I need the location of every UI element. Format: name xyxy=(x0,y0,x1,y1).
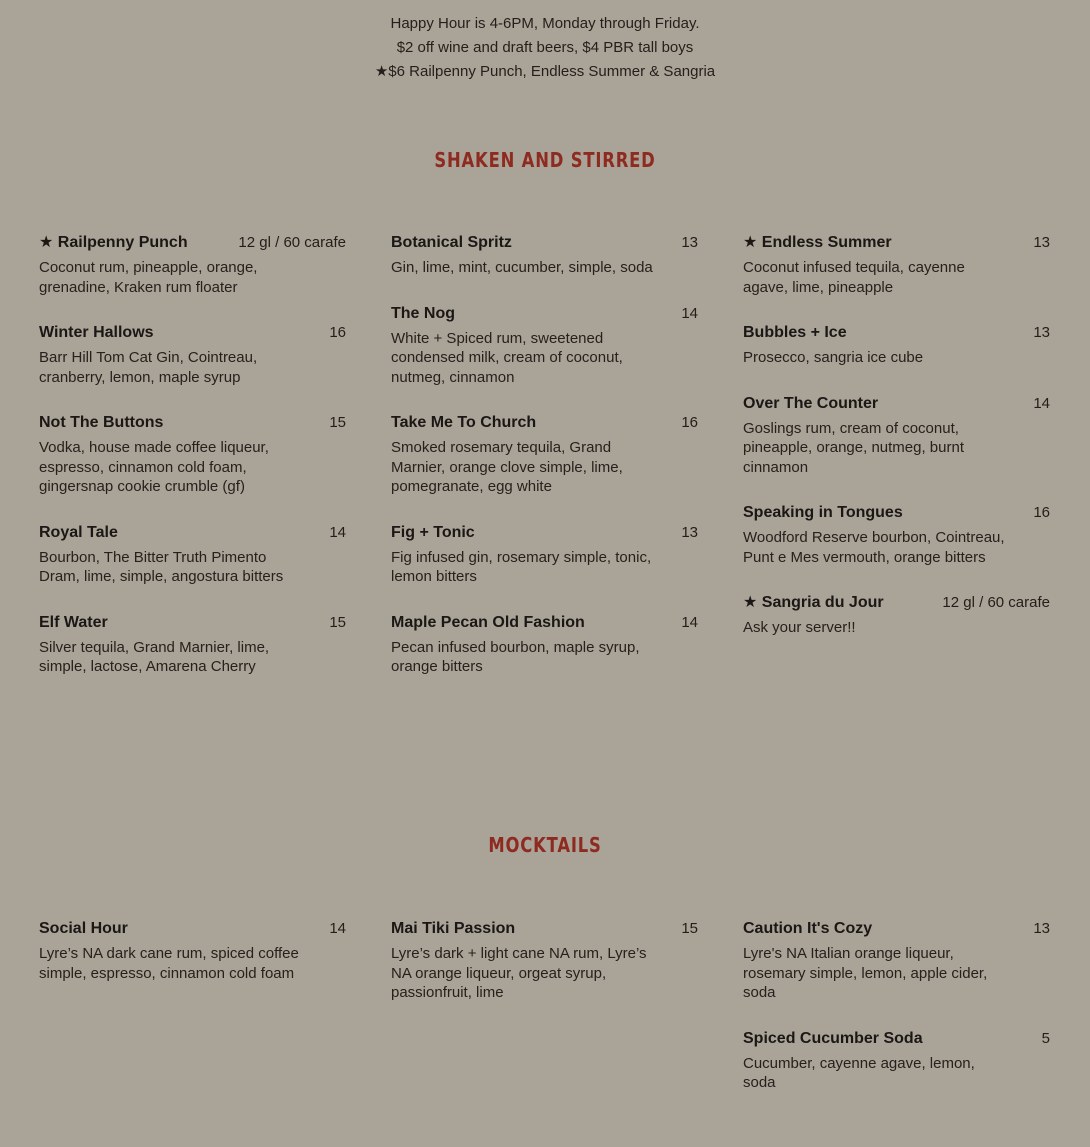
menu-item-description: Ask your server!! xyxy=(743,619,856,636)
menu-item-name: Mai Tiki Passion xyxy=(391,920,516,937)
menu-item xyxy=(39,919,346,983)
menu-item-description: Lyre’s dark + light cane NA rum, Lyre’s NA orange liqueur, orgeat syrup, passionfruit, lime xyxy=(391,945,647,1001)
menu-item-name: Speaking in Tongues xyxy=(743,504,903,521)
menu-item-name: Bubbles + Ice xyxy=(743,324,847,341)
menu-item-name: The Nog xyxy=(391,304,455,322)
menu-item-name: Botanical Spritz xyxy=(391,234,512,251)
menu-item-name: Spiced Cucumber Soda xyxy=(743,1029,923,1047)
menu-item-price: 12 gl / 60 carafe xyxy=(942,594,1050,611)
menu-item-price: 14 xyxy=(681,304,698,322)
section-title-shaken-and-stirred: SHAKEN AND STIRRED xyxy=(434,148,656,172)
menu-column xyxy=(391,919,698,1119)
menu-item-header xyxy=(743,919,1050,939)
menu-item-name: Over The Counter xyxy=(743,394,879,412)
menu-item-header xyxy=(743,1029,1050,1049)
menu-item-name: Fig + Tonic xyxy=(391,523,475,541)
menu-item xyxy=(39,233,346,297)
menu-item xyxy=(39,613,346,677)
menu-item-header xyxy=(39,523,346,543)
menu-item-price: 13 xyxy=(1033,920,1050,937)
menu-item-name: Maple Pecan Old Fashion xyxy=(391,613,585,631)
menu-item-price: 14 xyxy=(1033,394,1050,412)
happy-hour-line: $2 off wine and draft beers, $4 PBR tall boys xyxy=(396,39,694,56)
menu-item-header xyxy=(391,523,698,543)
happy-hour-info xyxy=(0,12,1090,84)
menu-item xyxy=(743,394,1050,478)
menu-column xyxy=(391,233,698,703)
menu-item-header xyxy=(39,233,346,253)
menu-item-description: Pecan infused bourbon, maple syrup, orange bitters xyxy=(391,638,640,675)
cocktail-grid xyxy=(39,233,1051,703)
menu-item-header xyxy=(743,233,1050,253)
menu-item-header xyxy=(743,503,1050,523)
menu-item xyxy=(391,523,698,587)
menu-item-description: White + Spiced rum, sweetened condensed milk, cream of coconut, nutmeg, cinnamon xyxy=(391,329,623,386)
menu-item xyxy=(39,413,346,497)
menu-item-description: Vodka, house made coffee liqueur, espresso, cinnamon cold foam, gingersnap cookie crumble (gf) xyxy=(39,439,269,495)
mocktail-grid xyxy=(39,919,1051,1119)
menu-item xyxy=(391,919,698,1003)
menu-item-header xyxy=(391,304,698,324)
menu-item-price: 16 xyxy=(681,414,698,431)
menu-item-price: 13 xyxy=(1033,234,1050,251)
menu-item-price: 15 xyxy=(681,920,698,937)
menu-item-description: Lyre’s NA dark cane rum, spiced coffee simple, espresso, cinnamon cold foam xyxy=(39,945,299,982)
menu-item-description: Prosecco, sangria ice cube xyxy=(743,349,924,366)
menu-column xyxy=(743,233,1050,703)
menu-item-price: 13 xyxy=(681,234,698,251)
menu-item-name: ★ Railpenny Punch xyxy=(39,234,188,251)
menu-item-description: Woodford Reserve bourbon, Cointreau, Punt e Mes vermouth, orange bitters xyxy=(743,529,1005,566)
menu-item-name: Social Hour xyxy=(39,920,128,937)
menu-item-name: Royal Tale xyxy=(39,523,118,541)
happy-hour-line: ★$6 Railpenny Punch, Endless Summer & Sangria xyxy=(374,63,716,80)
menu-item-header xyxy=(39,413,346,433)
menu-item-price: 16 xyxy=(1033,504,1050,521)
menu-item-header xyxy=(39,919,346,939)
menu-item-description: Gin, lime, mint, cucumber, simple, soda xyxy=(391,259,653,276)
menu-item xyxy=(743,323,1050,368)
menu-item-name: Not The Buttons xyxy=(39,414,164,431)
menu-item-price: 14 xyxy=(681,613,698,631)
menu-item-description: Lyre's NA Italian orange liqueur, rosemary simple, lemon, apple cider, soda xyxy=(743,945,988,1001)
menu-item-description: Cucumber, cayenne agave, lemon, soda xyxy=(743,1054,975,1091)
menu-item-price: 16 xyxy=(329,324,346,341)
menu-item-header xyxy=(743,593,1050,613)
menu-item-price: 14 xyxy=(329,920,346,937)
menu-item-header xyxy=(39,613,346,633)
menu-item-name: ★ Sangria du Jour xyxy=(743,594,884,611)
menu-item-description: Fig infused gin, rosemary simple, tonic, lemon bitters xyxy=(391,548,652,585)
happy-hour-line: Happy Hour is 4-6PM, Monday through Friday. xyxy=(390,15,700,32)
menu-item-header xyxy=(743,323,1050,343)
menu-item xyxy=(391,304,698,388)
menu-item-price: 15 xyxy=(329,414,346,431)
menu-item-description: Barr Hill Tom Cat Gin, Cointreau, cranberry, lemon, maple syrup xyxy=(39,349,258,386)
menu-item xyxy=(391,613,698,677)
menu-item-description: Silver tequila, Grand Marnier, lime, simple, lactose, Amarena Cherry xyxy=(39,638,270,675)
menu-item-header xyxy=(743,394,1050,414)
menu-item xyxy=(743,593,1050,638)
menu-item-header xyxy=(391,413,698,433)
menu-item xyxy=(743,503,1050,567)
menu-item-header xyxy=(391,613,698,633)
menu-column xyxy=(39,233,346,703)
menu-item-price: 5 xyxy=(1041,1029,1050,1047)
menu-item-price: 15 xyxy=(329,613,346,631)
menu-item-price: 14 xyxy=(329,523,346,541)
menu-item-description: Bourbon, The Bitter Truth Pimento Dram, lime, simple, angostura bitters xyxy=(39,548,284,585)
menu-item-name: Elf Water xyxy=(39,613,108,631)
menu-item xyxy=(743,919,1050,1003)
menu-item-header xyxy=(391,919,698,939)
menu-item-header xyxy=(39,323,346,343)
menu-item-name: Take Me To Church xyxy=(391,414,537,431)
menu-item-name: Caution It's Cozy xyxy=(743,920,873,937)
menu-item-description: Smoked rosemary tequila, Grand Marnier, orange clove simple, lime, pomegranate, egg white xyxy=(391,439,623,495)
menu-item-name: Winter Hallows xyxy=(39,324,154,341)
menu-item xyxy=(391,233,698,278)
menu-item-description: Coconut infused tequila, cayenne agave, lime, pineapple xyxy=(743,259,965,296)
menu-item-price: 13 xyxy=(681,523,698,541)
menu-item-price: 13 xyxy=(1033,324,1050,341)
menu-column xyxy=(743,919,1050,1119)
menu-item-header xyxy=(391,233,698,253)
menu-item-description: Goslings rum, cream of coconut, pineapple, orange, nutmeg, burnt cinnamon xyxy=(743,419,964,476)
menu-item-description: Coconut rum, pineapple, orange, grenadine, Kraken rum floater xyxy=(39,259,258,296)
section-title-mocktails: MOCKTAILS xyxy=(488,833,602,857)
menu-item-name: ★ Endless Summer xyxy=(743,234,892,251)
menu-column xyxy=(39,919,346,1119)
menu-item xyxy=(743,233,1050,297)
menu-item xyxy=(391,413,698,497)
menu-item xyxy=(39,323,346,387)
menu-item xyxy=(39,523,346,587)
menu-item xyxy=(743,1029,1050,1093)
menu-item-price: 12 gl / 60 carafe xyxy=(238,234,346,251)
